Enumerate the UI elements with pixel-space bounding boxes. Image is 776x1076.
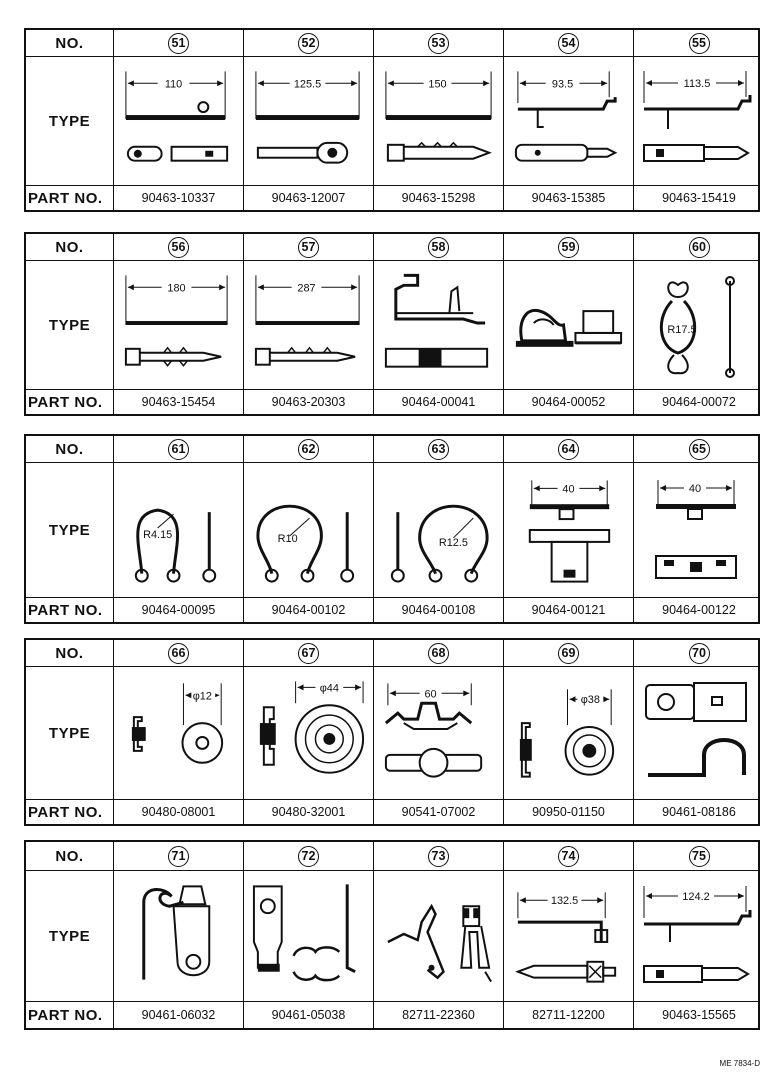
- item-number: 55: [689, 33, 710, 54]
- item-no-cell: [244, 30, 374, 56]
- item-no-cell: [504, 640, 634, 666]
- long-strap-clip-icon: [114, 57, 243, 185]
- dimension-label: φ44: [319, 682, 339, 695]
- item-no-cell: [634, 30, 764, 56]
- dimension-label: 125.5: [293, 78, 322, 91]
- part-no-cell: 82711-22360: [374, 1002, 504, 1028]
- type-cell: [634, 57, 764, 185]
- push-mount-clip-icon: [634, 466, 764, 594]
- type-cell: [504, 463, 634, 597]
- type-cell: [374, 57, 504, 185]
- item-number: 67: [298, 643, 319, 664]
- item-number: 64: [558, 439, 579, 460]
- item-no-cell: [504, 436, 634, 462]
- type-row: [26, 871, 758, 1002]
- dimension-label: 124.2: [682, 891, 710, 903]
- type-cell: [244, 871, 374, 1001]
- item-number: 61: [168, 439, 189, 460]
- item-number: 72: [298, 846, 319, 867]
- part-no-label: PART NO.: [26, 1002, 114, 1028]
- item-no-cell: [374, 436, 504, 462]
- item-number: 57: [298, 237, 319, 258]
- item-number: 68: [428, 643, 449, 664]
- part-no-cell: 90464-00095: [114, 598, 244, 622]
- grommet-icon: [244, 669, 373, 797]
- item-no-cell: [374, 640, 504, 666]
- part-no-row: [26, 800, 758, 824]
- type-label: TYPE: [26, 57, 114, 185]
- type-cell: [244, 667, 374, 799]
- bracket-clip-icon: [374, 261, 503, 389]
- dimension-label: 40: [562, 483, 575, 496]
- grommet-icon: [504, 669, 633, 797]
- type-row: [26, 667, 758, 800]
- header-row: [26, 30, 758, 57]
- dimension-label: 287: [297, 282, 316, 295]
- parts-table-1: [24, 28, 760, 212]
- type-cell: [114, 463, 244, 597]
- type-cell: [114, 261, 244, 389]
- drawing-code: ME 7834-D: [719, 1059, 760, 1068]
- long-strap-clip-icon: [244, 57, 373, 185]
- item-no-cell: [374, 234, 504, 260]
- part-no-cell: 90480-32001: [244, 800, 374, 824]
- type-cell: [244, 463, 374, 597]
- part-no-cell: 90463-12007: [244, 186, 374, 210]
- no-label: NO.: [26, 30, 114, 56]
- item-no-cell: [114, 30, 244, 56]
- type-cell: [634, 261, 764, 389]
- wire-loop-clip-icon: [114, 466, 243, 594]
- dimension-label: 40: [688, 483, 702, 495]
- type-row: [26, 261, 758, 390]
- header-row: [26, 234, 758, 261]
- type-label: TYPE: [26, 667, 114, 799]
- type-cell: [634, 871, 764, 1001]
- item-number: 52: [298, 33, 319, 54]
- type-cell: [114, 57, 244, 185]
- bent-strap-clip-icon: [634, 57, 764, 185]
- type-cell: [504, 57, 634, 185]
- item-number: 65: [689, 439, 710, 460]
- dimension-label: φ12: [192, 690, 212, 703]
- part-no-row: [26, 390, 758, 414]
- type-cell: [114, 667, 244, 799]
- item-no-cell: [374, 30, 504, 56]
- header-row: [26, 842, 758, 871]
- no-label: NO.: [26, 842, 114, 870]
- item-number: 71: [168, 846, 189, 867]
- dimension-label: 180: [167, 282, 186, 295]
- type-cell: [114, 871, 244, 1001]
- dimension-label: 113.5: [683, 78, 711, 90]
- dimension-label: 132.5: [550, 895, 579, 908]
- item-number: 53: [428, 33, 449, 54]
- part-no-cell: 90480-08001: [114, 800, 244, 824]
- part-no-row: [26, 186, 758, 210]
- type-cell: [374, 667, 504, 799]
- part-no-cell: 90464-00121: [504, 598, 634, 622]
- cable-tie-icon: [244, 261, 373, 389]
- part-no-cell: 90464-00108: [374, 598, 504, 622]
- part-no-row: [26, 598, 758, 622]
- no-label: NO.: [26, 640, 114, 666]
- item-no-cell: [244, 842, 374, 870]
- part-no-cell: 90541-07002: [374, 800, 504, 824]
- item-no-cell: [634, 436, 764, 462]
- dimension-label: 110: [164, 78, 183, 91]
- item-number: 73: [428, 846, 449, 867]
- part-no-cell: 90463-15419: [662, 191, 736, 205]
- item-number: 58: [428, 237, 449, 258]
- type-row: [26, 57, 758, 186]
- part-no-cell: 90464-00052: [504, 390, 634, 414]
- part-no-cell: 90950-01150: [504, 800, 634, 824]
- bent-strap-clip-icon: [634, 872, 764, 1000]
- spring-clip-icon: [374, 872, 503, 1000]
- bent-strap-clip-icon: [504, 872, 633, 1000]
- spring-clip-icon: [114, 872, 243, 1000]
- grommet-icon: [114, 669, 243, 797]
- header-row: [26, 640, 758, 667]
- type-row: [26, 463, 758, 598]
- bent-strap-clip-icon: [504, 57, 633, 185]
- item-number: 63: [428, 439, 449, 460]
- type-cell: [374, 261, 504, 389]
- part-no-cell: 90463-15454: [114, 390, 244, 414]
- dimension-label: R10: [277, 532, 298, 545]
- part-no-cell: 90461-08186: [662, 805, 736, 819]
- type-cell: [244, 261, 374, 389]
- part-no-cell: 90461-05038: [244, 1002, 374, 1028]
- dimension-label: 150: [428, 78, 447, 91]
- item-number: 75: [689, 846, 710, 867]
- item-no-cell: [504, 842, 634, 870]
- parts-table-2: [24, 232, 760, 416]
- item-no-cell: [114, 436, 244, 462]
- dimension-label: 93.5: [551, 78, 574, 91]
- parts-table-3: [24, 434, 760, 624]
- dimension-label: R17.5: [667, 324, 697, 336]
- part-no-cell: 82711-12200: [504, 1002, 634, 1028]
- item-no-cell: [504, 234, 634, 260]
- part-no-cell: 90464-00102: [244, 598, 374, 622]
- type-cell: [634, 463, 764, 597]
- wire-loop-clip-icon: [244, 466, 373, 594]
- part-no-cell: 90464-00122: [662, 603, 736, 617]
- item-no-cell: [244, 234, 374, 260]
- header-row: [26, 436, 758, 463]
- item-number: 62: [298, 439, 319, 460]
- type-cell: [504, 871, 634, 1001]
- dimension-label: φ38: [580, 694, 600, 707]
- item-no-cell: [114, 640, 244, 666]
- part-no-cell: 90463-15385: [504, 186, 634, 210]
- item-number: 69: [558, 643, 579, 664]
- type-cell: [374, 463, 504, 597]
- item-no-cell: [634, 234, 764, 260]
- part-no-cell: 90463-15565: [662, 1008, 736, 1022]
- part-no-cell: 90463-15298: [374, 186, 504, 210]
- type-label: TYPE: [26, 463, 114, 597]
- item-number: 54: [558, 33, 579, 54]
- part-no-row: [26, 1002, 758, 1028]
- item-number: 74: [558, 846, 579, 867]
- dimension-label: R12.5: [438, 536, 468, 549]
- item-no-cell: [114, 842, 244, 870]
- type-cell: [374, 871, 504, 1001]
- type-cell: [504, 667, 634, 799]
- item-number: 51: [168, 33, 189, 54]
- parts-table-5: [24, 840, 760, 1030]
- item-no-cell: [634, 842, 764, 870]
- item-number: 66: [168, 643, 189, 664]
- part-no-label: PART NO.: [26, 390, 114, 414]
- part-no-label: PART NO.: [26, 800, 114, 824]
- push-mount-clip-icon: [504, 466, 633, 594]
- retainer-clip-icon: [374, 669, 503, 797]
- part-no-cell: 90463-10337: [114, 186, 244, 210]
- part-no-cell: 90463-20303: [244, 390, 374, 414]
- long-strap-clip-icon: [374, 57, 503, 185]
- item-number: 60: [689, 237, 710, 258]
- part-no-cell: 90464-00041: [374, 390, 504, 414]
- dimension-label: 60: [424, 688, 437, 701]
- cable-tie-icon: [114, 261, 243, 389]
- spring-clip-icon: [244, 872, 373, 1000]
- wire-loop-clip-icon: [374, 466, 503, 594]
- type-label: TYPE: [26, 871, 114, 1001]
- clamp-clip-icon: [504, 261, 633, 389]
- type-cell: [504, 261, 634, 389]
- type-label: TYPE: [26, 261, 114, 389]
- part-no-label: PART NO.: [26, 186, 114, 210]
- parts-table-4: [24, 638, 760, 826]
- item-number: 56: [168, 237, 189, 258]
- no-label: NO.: [26, 436, 114, 462]
- loop-clamp-icon: [634, 669, 764, 797]
- item-no-cell: [634, 640, 764, 666]
- part-no-cell: 90461-06032: [114, 1002, 244, 1028]
- dimension-label: R4.15: [143, 528, 173, 541]
- type-cell: [634, 667, 764, 799]
- item-number: 70: [689, 643, 710, 664]
- item-no-cell: [504, 30, 634, 56]
- wire-loop-clip-icon: [634, 261, 764, 389]
- part-no-cell: 90464-00072: [662, 395, 736, 409]
- type-cell: [244, 57, 374, 185]
- part-no-label: PART NO.: [26, 598, 114, 622]
- item-no-cell: [244, 640, 374, 666]
- item-no-cell: [114, 234, 244, 260]
- item-no-cell: [374, 842, 504, 870]
- item-number: 59: [558, 237, 579, 258]
- item-no-cell: [244, 436, 374, 462]
- no-label: NO.: [26, 234, 114, 260]
